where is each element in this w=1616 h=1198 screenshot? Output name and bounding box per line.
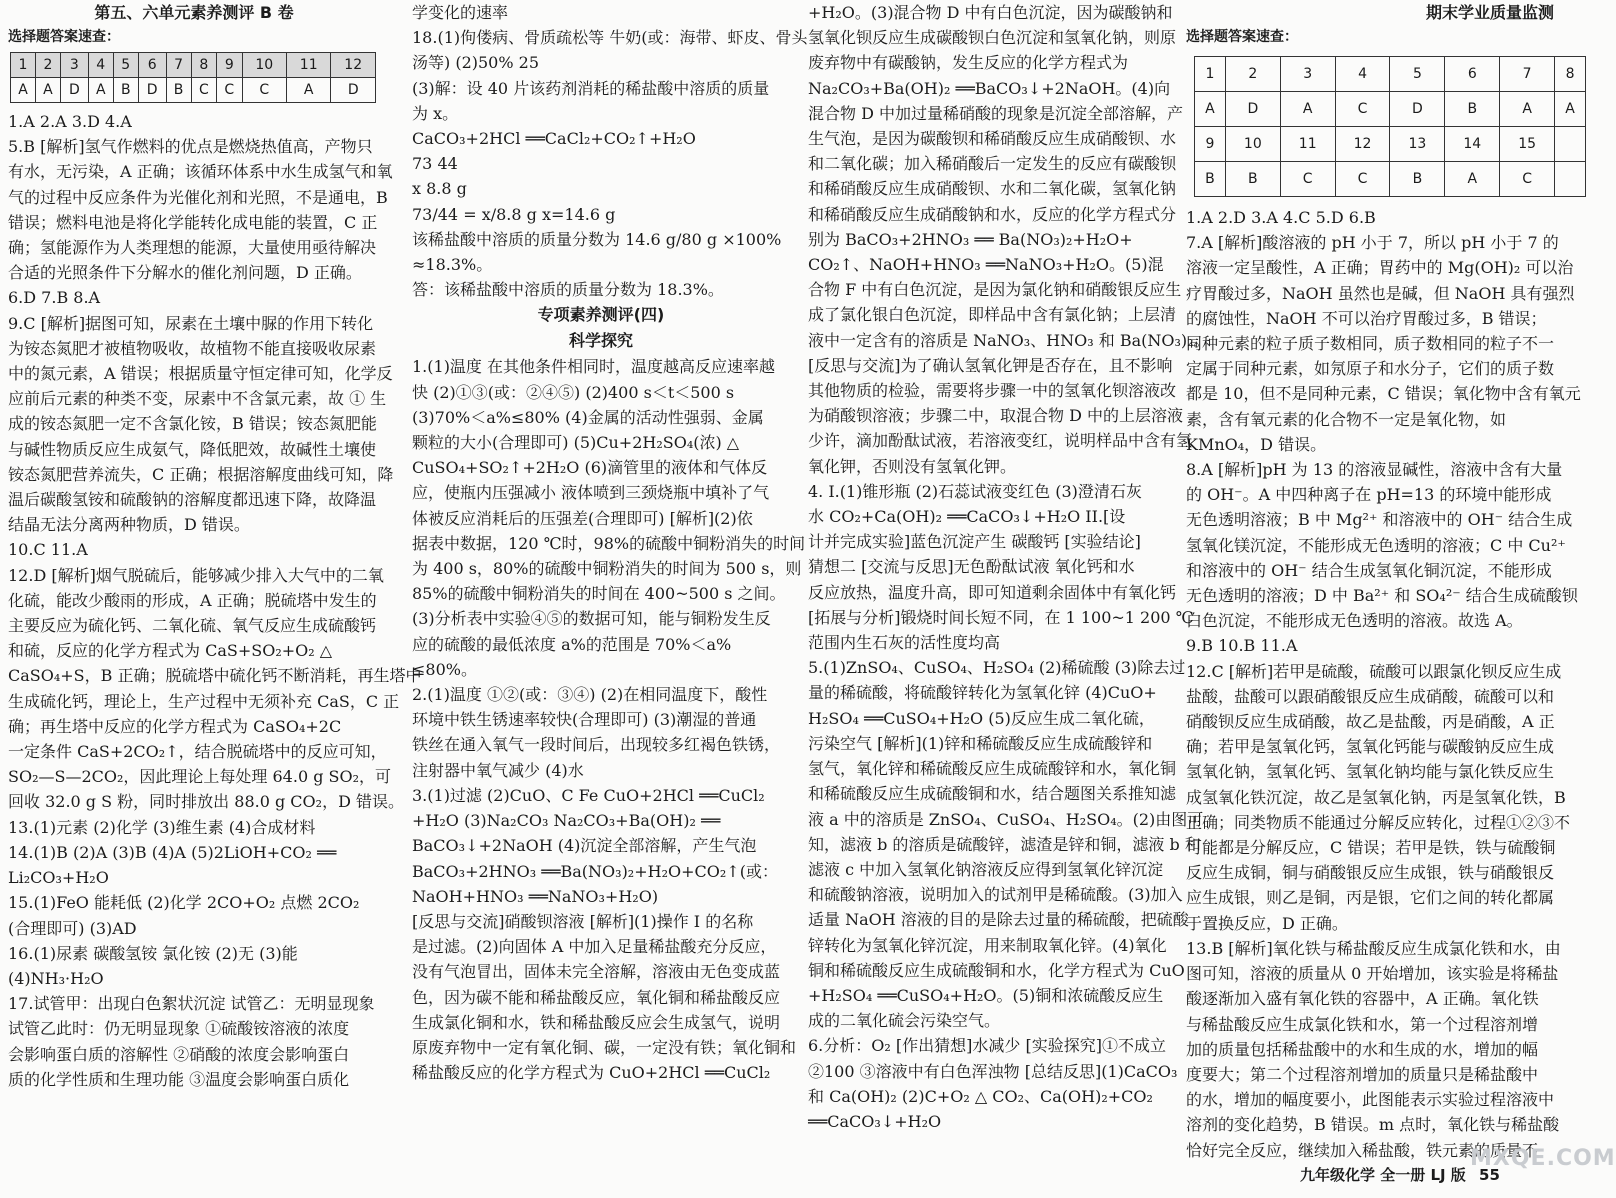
text-line: CuSO₄+SO₂↑+2H₂O (6)滴管里的液体和气体反 xyxy=(412,458,768,478)
text-line: 与稀盐酸反应生成氯化铁和水，第一个过程溶剂增 xyxy=(1186,1014,1539,1034)
text-line: BaCO₃+2HNO₃ ══Ba(NO₃)₂+H₂O+CO₂↑(或： xyxy=(412,861,778,881)
text-line: 是过滤。(2)向固体 A 中加入足量稀盐酸充分反应， xyxy=(412,937,777,957)
question-number: 4 xyxy=(88,53,113,78)
text-line: 9.B 10.B 11.A xyxy=(1186,636,1298,656)
answer-label: 选择题答案速查： xyxy=(1186,29,1298,45)
text-line: 5.B [解析]氢气作燃料的优点是燃烧热值高，产物只 xyxy=(8,137,373,157)
answer-cell: A xyxy=(1445,162,1500,197)
text-line: 加的质量包括稀盐酸中的水和生成的水，增加的幅 xyxy=(1186,1039,1539,1059)
answer-cell: C xyxy=(242,78,286,103)
text-line: 1.A 2.D 3.A 4.C 5.D 6.B xyxy=(1186,208,1376,227)
text-line: 9.C [解析]据图可知，尿素在土壤中脲的作用下转化 xyxy=(8,313,374,333)
answer-cell: A xyxy=(286,78,330,103)
answer-cell: C xyxy=(1335,92,1390,127)
text-line: SO₂—S—2CO₂，因此理论上每处理 64.0 g SO₂，可 xyxy=(8,767,392,787)
text-line: 12.D [解析]烟气脱硫后，能够减少排入大气中的二氧 xyxy=(8,565,384,585)
text-line: 3.(1)过滤 (2)CuO、C Fe CuO+2HCl ══CuCl₂ xyxy=(412,785,765,805)
text-line: 反应生成铜，铜与硝酸银反应生成银，铁与硝酸银反 xyxy=(1186,863,1555,883)
text-line: 汤等) (2)50% 25 xyxy=(412,53,540,73)
text-line: 合物 F 中有白色沉淀，是因为氯化钠和硝酸银反应生 xyxy=(808,280,1182,300)
question-number: 2 xyxy=(35,53,60,78)
text-line: 溶剂的变化趋势，B 错误。m 点时，氧化铁与稀盐酸 xyxy=(1186,1115,1560,1135)
question-number: 5 xyxy=(113,53,138,78)
text-line: 体被反应消耗后的压强差(合理即可) [解析](2)依 xyxy=(412,508,753,528)
text-line: 答：该稀盐酸中溶质的质量分数为 18.3%。 xyxy=(412,280,724,300)
text-line: 成的铵态氮肥一定不含氯化铵，B 错误；铵态氮肥能 xyxy=(8,414,377,434)
text-line: BaCO₃↓+2NaOH (4)沉淀全部溶解，产生气泡 xyxy=(412,836,757,856)
text-line: +H₂SO₄ ══CuSO₄+H₂O。(5)铜和浓硫酸反应生 xyxy=(808,985,1164,1005)
answer-cell: C xyxy=(217,78,242,103)
text-line: 计并完成实验]蓝色沉淀产生 碳酸钙 [实验结论] xyxy=(808,532,1141,552)
text-line: 氢氧化镁沉淀，不能形成无色透明的溶液；C 中 Cu²⁺ xyxy=(1186,535,1566,555)
text-line: 和稀硝酸反应生成硝酸钠和水，反应的化学方程式分 xyxy=(808,204,1177,224)
text-line: CO₂↑、NaOH+HNO₃ ══NaNO₃+H₂O。(5)混 xyxy=(808,255,1164,275)
text-line: 混合物 D 中加过量稀硝酸的现象是沉淀全部溶解，产 xyxy=(808,103,1184,123)
footer-text: 九年级化学 全一册 LJ 版 xyxy=(1300,1166,1466,1184)
question-number: 8 xyxy=(191,53,216,78)
column-4 xyxy=(1186,0,1594,1198)
column-1-text xyxy=(8,109,422,1092)
question-number: 11 xyxy=(286,53,330,78)
text-line: (3)70%＜a%≤80% (4)金属的活动性强弱、金属 xyxy=(412,407,764,427)
text-line: 质的化学性质和生理功能 ③温度会影响蛋白质化 xyxy=(8,1069,350,1089)
text-line: 和硫，反应的化学方程式为 CaS+SO₂+O₂ △ xyxy=(8,641,333,661)
column-2-text-b xyxy=(412,354,806,1085)
question-number: 13 xyxy=(1390,127,1445,162)
text-line: 猜想二 [交流与反思]无色酚酞试液 氧化钙和水 xyxy=(808,557,1135,577)
text-line: 温后碳酸氢铵和硫酸钠的溶解度都迅速下降，故降温 xyxy=(8,490,377,510)
column-4-text xyxy=(1186,205,1594,1163)
text-line: 和稀硝酸反应生成硝酸钡、水和二氧化碳，氢氧化钠 xyxy=(808,179,1177,199)
answer-cell: B xyxy=(1390,162,1445,197)
text-line: 错误；燃料电池是将化学能转化成电能的装置，C 正 xyxy=(8,212,378,232)
text-line: 为硝酸钡溶液；步骤二中，取混合物 D 中的上层溶液 xyxy=(808,406,1184,426)
text-line: 和二氧化碳；加入稀硝酸后一定发生的反应有碳酸钡 xyxy=(808,154,1177,174)
text-line: 氢氧化钠，氢氧化钙、氢氧化钠均能与氯化铁反应生 xyxy=(1186,762,1555,782)
text-line: 有水，无污染，A 正确；该循环体系中水生成氢气和氧 xyxy=(8,162,393,182)
text-line: 废弃物中有碳酸钠，发生反应的化学方程式为 xyxy=(808,53,1129,73)
answer-cell: A xyxy=(1555,92,1586,127)
text-line: 氧化钾，否则没有氢氧化钾。 xyxy=(808,456,1017,476)
text-line: 一定条件 CaS+2CO₂↑，结合脱硫塔中的反应可知， xyxy=(8,742,387,762)
answer-cell: D xyxy=(138,78,166,103)
text-line: 溶液一定呈酸性，A 正确；胃药中的 Mg(OH)₂ 可以治 xyxy=(1186,258,1574,278)
column-2-text-a xyxy=(412,0,808,302)
answer-cell: C xyxy=(1500,162,1555,197)
text-line: 6.D 7.B 8.A xyxy=(8,288,101,308)
text-line: 的腐蚀性，NaOH 不可以治疗胃酸过多，B 错误； xyxy=(1186,308,1547,328)
section-title: 第五、六单元素养测评 B 卷 xyxy=(94,3,294,22)
question-number: 1 xyxy=(11,53,36,78)
text-line: 14.(1)B (2)A (3)B (4)A (5)2LiOH+CO₂ ══ xyxy=(8,842,337,862)
text-line: 和稀硫酸反应生成硫酸铜和水，结合题图关系推知滤 xyxy=(808,784,1177,804)
question-number: 12 xyxy=(331,53,376,78)
section-subtitle: 科学探究 xyxy=(568,331,633,351)
answer-cell: A xyxy=(1500,92,1555,127)
question-number: 3 xyxy=(60,53,88,78)
text-line: 4. I.(1)锥形瓶 (2)石蕊试液变红色 (3)澄清石灰 xyxy=(808,481,1142,501)
text-line: 氢气，氧化锌和稀硫酸反应生成硫酸锌和水，氧化铜 xyxy=(808,759,1177,779)
question-number: 9 xyxy=(217,53,242,78)
section-title: 期末学业质量监测 xyxy=(1425,3,1554,22)
answer-cell: C xyxy=(191,78,216,103)
text-line: 生成氯化铜和水，铁和稀盐酸反应会生成氢气，说明 xyxy=(412,1012,781,1032)
text-line: 5.(1)ZnSO₄、CuSO₄、H₂SO₄ (2)稀硫酸 (3)除去过 xyxy=(808,658,1186,678)
text-line: 原废弃物中一定有氧化铜、碳，一定没有铁；氧化铜和 xyxy=(412,1037,797,1057)
answer-row xyxy=(11,53,376,78)
text-line: 硝酸钡反应生成硝酸，故乙是盐酸，丙是硝酸，A 正 xyxy=(1186,712,1555,732)
answer-label: 选择题答案速查： xyxy=(8,29,120,45)
text-line: 范围内生石灰的活性度均高 xyxy=(808,633,1001,653)
text-line: 应前后元素的种类不变，尿素中不含氯元素，故 ① 生 xyxy=(8,389,387,409)
text-line: 确；氢能源作为人类理想的能源，大量使用亟待解决 xyxy=(8,238,377,258)
text-line: 与碱性物质反应生成氨气，降低肥效，故碱性土壤使 xyxy=(8,439,377,459)
text-line: +H₂O (3)Na₂CO₃ Na₂CO₃+Ba(OH)₂ ══ xyxy=(412,811,721,831)
text-line: 于置换反应，D 正确。 xyxy=(1186,913,1348,933)
text-line: 2.(1)温度 ①②(或：③④) (2)在相同温度下，酸性 xyxy=(412,685,768,705)
answer-row xyxy=(1195,92,1586,127)
text-line: 8.A [解析]pH 为 13 的溶液显碱性，溶液中含有大量 xyxy=(1186,460,1563,480)
text-line: (合理即可) (3)AD xyxy=(8,918,137,938)
section-title: 专项素养测评(四) xyxy=(537,305,665,325)
question-number: 15 xyxy=(1500,127,1555,162)
text-line: 回收 32.0 g S 粉，同时排放出 88.0 g CO₂，D 错误。 xyxy=(8,792,404,812)
column-3-text xyxy=(808,0,1210,1134)
column-2 xyxy=(412,0,808,1198)
page-number: 55 xyxy=(1479,1166,1500,1184)
text-line: 没有气泡冒出，固体未完全溶解，溶液由无色变成蓝 xyxy=(412,962,781,982)
text-line: 13.(1)元素 (2)化学 (3)维生素 (4)合成材料 xyxy=(8,817,316,837)
text-line: 的 OH⁻。A 中四种离子在 pH=13 的环境中能形成 xyxy=(1186,485,1552,505)
text-line: 和硫酸钠溶液，说明加入的试剂甲是稀硫酸。(3)加入 xyxy=(808,885,1183,905)
text-line: 13.B [解析]氧化铁与稀盐酸反应生成氯化铁和水，由 xyxy=(1186,938,1561,958)
question-number: 5 xyxy=(1390,57,1445,92)
text-line: 7.A [解析]酸溶液的 pH 小于 7，所以 pH 小于 7 的 xyxy=(1186,233,1559,253)
text-line: 73/44 = x/8.8 g x=14.6 g xyxy=(412,204,616,224)
text-line: 少许，滴加酚酞试液，若溶液变红，说明样品中含有氢 xyxy=(808,431,1193,451)
text-line: 色，因为碳不能和稀盐酸反应，氧化铜和稀盐酸反应 xyxy=(412,987,781,1007)
text-line: 1.(1)温度 在其他条件相同时，温度越高反应速率越 xyxy=(412,357,776,377)
text-line: 素，含有氧元素的化合物不一定是氧化物，如 xyxy=(1186,409,1507,429)
text-line: 为铵态氮肥才被植物吸收，故植物不能直接吸收尿素 xyxy=(8,338,377,358)
answer-cell: C xyxy=(1335,162,1390,197)
text-line: 中的氮元素，A 错误；根据质量守恒定律可知，化学反 xyxy=(8,364,393,384)
text-line: Na₂CO₃+Ba(OH)₂ ══BaCO₃↓+2NaOH。(4)向 xyxy=(808,78,1171,98)
text-line: 稀盐酸反应的化学方程式为 CuO+2HCl ══CuCl₂ xyxy=(412,1063,771,1083)
text-line: +H₂O。(3)混合物 D 中有白色沉淀，因为碳酸钠和 xyxy=(808,3,1173,22)
text-line: 的水，增加的幅度要小，此图能表示实验过程溶液中 xyxy=(1186,1090,1555,1110)
question-number: 4 xyxy=(1335,57,1390,92)
text-line: 快 (2)①③(或：②④⑤) (2)400 s＜t＜500 s xyxy=(412,382,735,402)
answer-cell: D xyxy=(1225,92,1280,127)
text-line: 主要反应为硫化钙、二氧化硫、氧气反应生成硫酸钙 xyxy=(8,616,377,636)
text-line: 铵态氮肥营养流失，C 正确；根据溶解度曲线可知，降 xyxy=(8,464,394,484)
question-number: 9 xyxy=(1195,127,1226,162)
answer-row xyxy=(1195,162,1586,197)
text-line: 确；再生塔中反应的化学方程式为 CaSO₄+2C xyxy=(8,716,342,736)
text-line: 确；若甲是氢氧化钙，氢氧化钙能与碳酸钠反应生成 xyxy=(1186,737,1555,757)
text-line: (3)分析表中实验④⑤的数据可知，能与铜粉发生反 xyxy=(412,609,771,629)
text-line: 污染空气 [解析](1)锌和稀硫酸反应生成硫酸锌和 xyxy=(808,733,1153,753)
question-number: 3 xyxy=(1280,57,1335,92)
text-line: 合适的光照条件下分解水的催化剂问题，D 正确。 xyxy=(8,263,362,283)
text-line: 成了氯化银白色沉淀，即样品中含有氯化钠；上层清 xyxy=(808,305,1177,325)
answer-cell: A xyxy=(1280,92,1335,127)
text-line: 适量 NaOH 溶液的目的是除去过量的稀硫酸，把硫酸 xyxy=(808,910,1189,930)
question-number: 10 xyxy=(242,53,286,78)
watermark: MXQE.COM xyxy=(1470,1146,1616,1171)
text-line: 可能都是分解反应，C 错误；若甲是铁，铁与硫酸铜 xyxy=(1186,838,1556,858)
question-number: 7 xyxy=(1500,57,1555,92)
text-line: NaOH+HNO₃ ══NaNO₃+H₂O) xyxy=(412,886,659,906)
answer-table xyxy=(1194,56,1586,197)
text-line: 73 44 xyxy=(412,154,458,174)
text-line: 应，使瓶内压强减小 液体喷到三颈烧瓶中填补了气 xyxy=(412,483,770,503)
text-line: 疗胃酸过多，NaOH 虽然也是碱，但 NaOH 具有强烈 xyxy=(1186,283,1575,303)
answer-table xyxy=(10,52,376,103)
question-number: 6 xyxy=(138,53,166,78)
text-line: 量的稀硫酸，将硫酸锌转化为氢氧化锌 (4)CuO+ xyxy=(808,683,1157,703)
text-line: 知，滤液 b 的溶质是硫酸锌，滤渣是锌和铜，滤液 b 和 xyxy=(808,834,1201,854)
text-line: 都是 10，但不是同种元素，C 错误；氧化物中含有氧元 xyxy=(1186,384,1581,404)
text-line: 无色透明的溶液；D 中 Ba²⁺ 和 SO₄²⁻ 结合生成硫酸钡 xyxy=(1186,586,1578,606)
text-line: (3)解：设 40 片该药剂消耗的稀盐酸中溶质的质量 xyxy=(412,78,770,98)
answer-cell xyxy=(1555,162,1586,197)
text-line: 1.A 2.A 3.D 4.A xyxy=(8,112,132,131)
text-line: ≈18.3%。 xyxy=(412,255,493,275)
answer-cell: A xyxy=(35,78,60,103)
text-line: KMnO₄，D 错误。 xyxy=(1186,434,1327,454)
text-line: [拓展与分析]锻烧时间长短不同，在 1 100~1 200 ℃ xyxy=(808,607,1194,627)
question-number: 2 xyxy=(1225,57,1280,92)
text-line: 85%的硫酸中铜粉消失的时间在 400~500 s 之间。 xyxy=(412,584,786,604)
answer-cell: A xyxy=(1195,92,1226,127)
text-line: 同种元素的粒子质子数相同，质子数相同的粒子不一 xyxy=(1186,334,1555,354)
answer-row xyxy=(11,78,376,103)
text-line: 锌转化为氢氧化锌沉淀，用来制取氧化锌。(4)氧化 xyxy=(808,935,1167,955)
question-number: 7 xyxy=(166,53,191,78)
answer-cell: B xyxy=(1445,92,1500,127)
text-line: 反应放热，温度升高，即可知道剩余固体中有氧化钙 xyxy=(808,582,1177,602)
answer-cell: A xyxy=(11,78,36,103)
text-line: 据表中数据，120 ℃时，98%的硫酸中铜粉消失的时间 xyxy=(412,533,806,553)
answer-cell: D xyxy=(331,78,376,103)
text-line: CaCO₃+2HCl ══CaCl₂+CO₂↑+H₂O xyxy=(412,129,696,149)
column-1 xyxy=(8,0,422,1198)
text-line: 成的二氧化硫会污染空气。 xyxy=(808,1011,1001,1031)
answer-cell: C xyxy=(1280,162,1335,197)
answer-row xyxy=(1195,57,1586,92)
text-line: x 8.8 g xyxy=(412,179,467,199)
text-line: 17.试管甲：出现白色絮状沉淀 试管乙：无明显现象 xyxy=(8,994,375,1014)
text-line: 液中一定含有的溶质是 NaNO₃、HNO₃ 和 Ba(NO₃)₂。 xyxy=(808,330,1210,350)
text-line: 15.(1)FeO 能耗低 (2)化学 2CO+O₂ 点燃 2CO₂ xyxy=(8,893,360,913)
text-line: 盐酸，盐酸可以跟硝酸银反应生成硝酸，硫酸可以和 xyxy=(1186,686,1555,706)
question-number: 12 xyxy=(1335,127,1390,162)
question-number xyxy=(1555,127,1586,162)
text-line: [反思与交流]硝酸钡溶液 [解析](1)操作 I 的名称 xyxy=(412,911,754,931)
text-line: 环境中铁生锈速率较快(合理即可) (3)潮湿的普通 xyxy=(412,710,757,730)
text-line: [反思与交流]为了确认氢氧化钾是否存在，且不影响 xyxy=(808,355,1173,375)
text-line: 会影响蛋白质的溶解性 ②硝酸的浓度会影响蛋白 xyxy=(8,1044,350,1064)
text-line: 生成硫化钙，理论上，生产过程中无须补充 CaS，C 正 xyxy=(8,691,400,711)
text-line: 16.(1)尿素 碳酸氢铵 氯化铵 (2)无 (3)能 xyxy=(8,943,298,963)
question-number: 14 xyxy=(1445,127,1500,162)
text-line: 和 Ca(OH)₂ (2)C+O₂ △ CO₂、Ca(OH)₂+CO₂ xyxy=(808,1086,1153,1106)
text-line: 10.C 11.A xyxy=(8,540,88,560)
text-line: 白色沉淀，不能形成无色透明的溶液。故选 A。 xyxy=(1186,611,1523,631)
text-line: 该稀盐酸中溶质的质量分数为 14.6 g/80 g ×100% xyxy=(412,229,782,249)
text-line: 铜和稀硫酸反应生成硫酸铜和水，化学方程式为 CuO xyxy=(808,960,1185,980)
text-line: 成氢氧化铁沉淀，故乙是氢氧化钠，丙是氢氧化铁，B xyxy=(1186,787,1566,807)
text-line: 定属于同种元素，如氖原子和水分子，它们的质子数 xyxy=(1186,359,1555,379)
text-line: 气的过程中反应条件为光催化剂和光照，不是通电，B xyxy=(8,187,388,207)
text-line: 恰好完全反应，继续加入稀盐酸，铁元素的质量不 xyxy=(1186,1140,1539,1160)
text-line: 6.分析：O₂ [作出猜想]水减少 [实验探究]①不成立 xyxy=(808,1036,1166,1056)
answer-cell: B xyxy=(1225,162,1280,197)
text-line: ≤80%。 xyxy=(412,659,477,679)
column-3 xyxy=(808,0,1210,1198)
text-line: 结晶无法分离两种物质，D 错误。 xyxy=(8,515,250,535)
question-number: 1 xyxy=(1195,57,1226,92)
text-line: 学变化的速率 xyxy=(412,3,509,22)
answer-cell: D xyxy=(60,78,88,103)
text-line: 生气泡，是因为碳酸钡和稀硝酸反应生成硝酸钡、水 xyxy=(808,129,1177,149)
text-line: ══CaCO₃↓+H₂O xyxy=(808,1111,942,1131)
text-line: 为 x。 xyxy=(412,103,459,123)
text-line: 18.(1)佝偻病、骨质疏松等 牛奶(或：海带、虾皮、骨头 xyxy=(412,28,808,48)
text-line: 铁丝在通入氧气一段时间后，出现较多红褐色铁锈， xyxy=(412,735,781,755)
text-line: 颗粒的大小(合理即可) (5)Cu+2H₂SO₄(浓) △ xyxy=(412,433,740,453)
text-line: 应生成银，则乙是铜，丙是银，它们之间的转化都属 xyxy=(1186,888,1555,908)
answer-row xyxy=(1195,127,1586,162)
text-line: 化硫，能改少酸雨的形成，A 正确；脱硫塔中发生的 xyxy=(8,590,377,610)
text-line: 滤液 c 中加入氢氧化钠溶液反应得到氢氧化锌沉淀 xyxy=(808,859,1164,879)
text-line: ②100 ③溶液中有白色浑浊物 [总结反思](1)CaCO₃ xyxy=(808,1061,1178,1081)
answer-cell: B xyxy=(1195,162,1226,197)
question-number: 6 xyxy=(1445,57,1500,92)
text-line: 液 a 中的溶质是 ZnSO₄、CuSO₄、H₂SO₄。(2)由图可 xyxy=(808,809,1204,829)
text-line: (4)NH₃·H₂O xyxy=(8,968,104,988)
text-line: H₂SO₄ ══CuSO₄+H₂O (5)反应生成二氧化硫， xyxy=(808,708,1155,728)
question-number: 8 xyxy=(1555,57,1586,92)
text-line: 氢氧化钡反应生成碳酸钡白色沉淀和氢氧化钠，则原 xyxy=(808,28,1177,48)
answer-cell: D xyxy=(1390,92,1445,127)
text-line: 正确；同类物质不能通过分解反应转化，过程①②③不 xyxy=(1186,812,1571,832)
question-number: 10 xyxy=(1225,127,1280,162)
answer-cell: B xyxy=(166,78,191,103)
text-line: 为 400 s，80%的硫酸中铜粉消失的时间为 500 s，则 xyxy=(412,559,802,579)
text-line: Li₂CO₃+H₂O xyxy=(8,868,109,888)
text-line: 注射器中氧气减少 (4)水 xyxy=(412,760,584,780)
answer-cell: A xyxy=(88,78,113,103)
text-line: 其他物质的检验，需要将步骤一中的氢氧化钡溶液改 xyxy=(808,381,1177,401)
text-line: CaSO₄+S，B 正确；脱硫塔中硫化钙不断消耗，再生塔中 xyxy=(8,666,422,686)
text-line: 12.C [解析]若甲是硫酸，硫酸可以跟氯化钡反应生成 xyxy=(1186,661,1562,681)
question-number: 11 xyxy=(1280,127,1335,162)
text-line: 度要大；第二个过程溶剂增加的质量只是稀盐酸中 xyxy=(1186,1064,1539,1084)
text-line: 和溶液中的 OH⁻ 结合生成氢氧化铜沉淀，不能形成 xyxy=(1186,560,1552,580)
text-line: 图可知，溶液的质量从 0 开始增加，该实验是将稀盐 xyxy=(1186,964,1559,984)
answer-cell: B xyxy=(113,78,138,103)
text-line: 别为 BaCO₃+2HNO₃ ══ Ba(NO₃)₂+H₂O+ xyxy=(808,229,1133,249)
text-line: 水 CO₂+Ca(OH)₂ ══CaCO₃↓+H₂O II.[设 xyxy=(808,507,1126,527)
text-line: 应的硫酸的最低浓度 a%的范围是 70%＜a% xyxy=(412,634,732,654)
text-line: 试管乙此时：仍无明显现象 ①硫酸铵溶液的浓度 xyxy=(8,1019,350,1039)
text-line: 无色透明溶液；B 中 Mg²⁺ 和溶液中的 OH⁻ 结合生成 xyxy=(1186,510,1573,530)
text-line: 酸逐渐加入盛有氧化铁的容器中，A 正确。氧化铁 xyxy=(1186,989,1539,1009)
